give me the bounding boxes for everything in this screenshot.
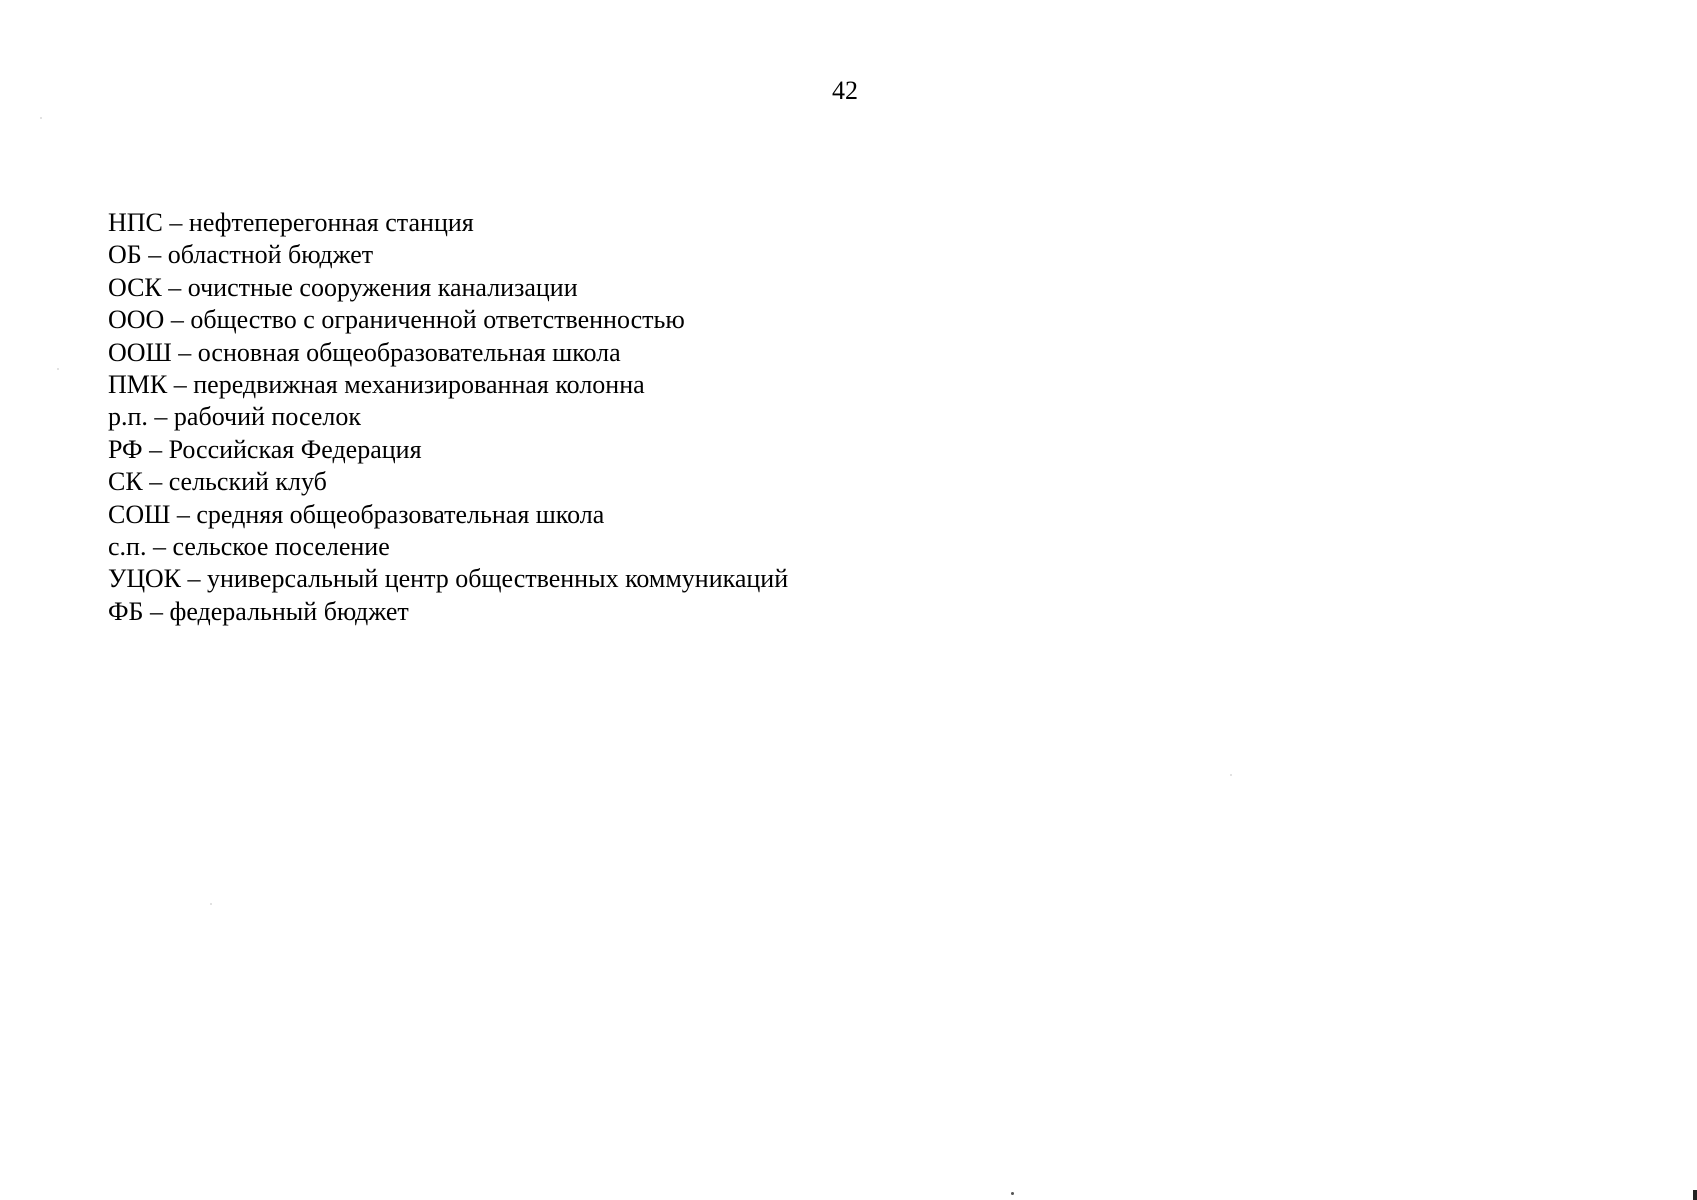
abbreviation-meaning: общество с ограниченной ответственностью (190, 305, 685, 335)
list-item (108, 272, 788, 304)
abbreviation-meaning: областной бюджет (167, 240, 374, 270)
abbreviation-meaning: сельский клуб (168, 467, 327, 497)
list-item (108, 369, 788, 401)
page-number: 42 (832, 76, 858, 105)
separator: – (147, 402, 174, 432)
separator: – (161, 272, 188, 302)
abbreviation-meaning: сельское поселение (172, 532, 390, 562)
abbreviation: ПМК (108, 370, 168, 400)
abbreviation: с.п. (108, 532, 147, 562)
scan-speck (1011, 1192, 1014, 1195)
list-item (108, 466, 788, 498)
abbreviation-meaning: средняя общеобразовательная школа (196, 499, 605, 529)
separator: – (146, 532, 173, 562)
abbreviation: ОБ (108, 240, 142, 270)
scan-speck (210, 903, 212, 905)
list-item (108, 401, 788, 433)
abbreviation: ФБ (108, 596, 144, 626)
abbreviation: СК (108, 467, 143, 497)
separator: – (143, 596, 170, 626)
abbreviation: ОСК (108, 272, 162, 302)
separator: – (141, 240, 168, 270)
scan-speck (1693, 1190, 1697, 1200)
list-item (108, 596, 788, 628)
separator: – (164, 305, 191, 335)
separator: – (142, 467, 169, 497)
abbreviation: ООО (108, 305, 165, 335)
scan-speck (57, 368, 59, 370)
separator: – (170, 499, 197, 529)
list-item (108, 499, 788, 531)
abbreviation-list (108, 207, 788, 628)
abbreviation: СОШ (108, 499, 171, 529)
abbreviation-meaning: основная общеобразовательная школа (197, 337, 621, 367)
list-item (108, 207, 788, 239)
abbreviation-meaning: очистные сооружения канализации (187, 272, 578, 302)
separator: – (167, 370, 194, 400)
separator: – (162, 208, 189, 237)
abbreviation: НПС (108, 208, 163, 237)
separator: – (180, 564, 207, 594)
abbreviation-meaning: федеральный бюджет (169, 596, 409, 626)
abbreviation: р.п. (108, 402, 148, 432)
list-item (108, 563, 788, 595)
scan-speck (1230, 774, 1232, 776)
list-item (108, 304, 788, 336)
abbreviation-meaning: универсальный центр общественных коммуникаций (206, 564, 789, 594)
abbreviation-meaning: рабочий поселок (173, 402, 361, 432)
abbreviation: ООШ (108, 337, 172, 367)
scan-speck (40, 117, 42, 119)
list-item (108, 531, 788, 563)
list-item (108, 337, 788, 369)
list-item (108, 239, 788, 271)
abbreviation-meaning: передвижная механизированная колонна (193, 370, 645, 400)
list-item (108, 434, 788, 466)
abbreviation-meaning: нефтеперегонная станция (188, 208, 474, 237)
abbreviation-meaning: Российская Федерация (168, 434, 422, 464)
separator: – (142, 434, 169, 464)
abbreviation: РФ (108, 434, 143, 464)
abbreviation: УЦОК (108, 564, 181, 594)
separator: – (171, 337, 198, 367)
